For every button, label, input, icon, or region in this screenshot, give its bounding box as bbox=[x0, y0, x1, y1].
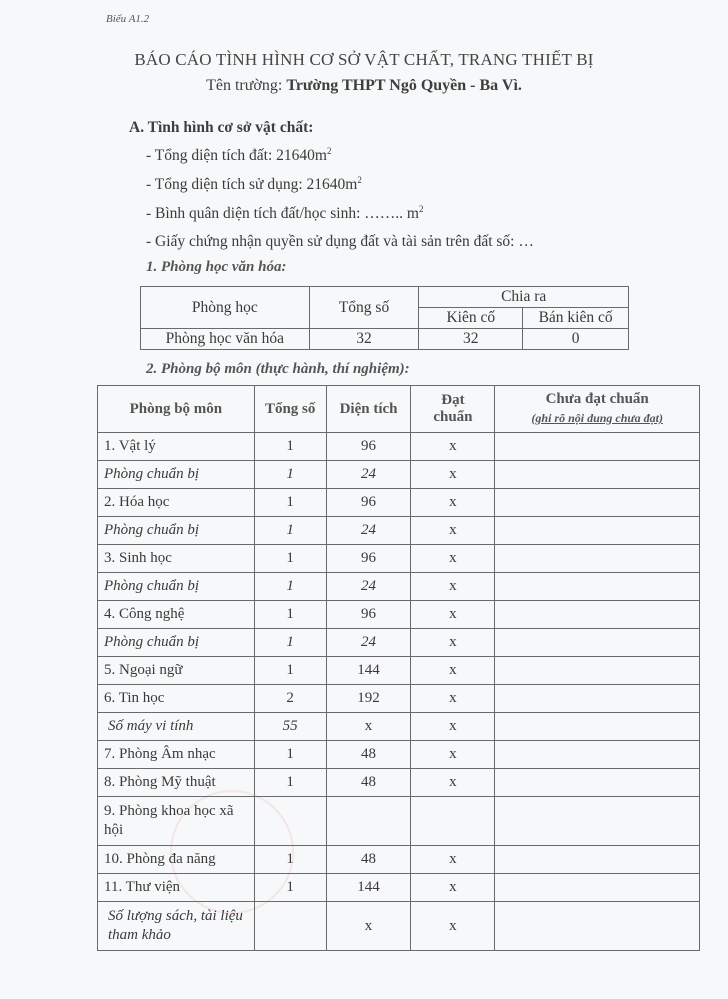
table-row: Số máy vi tính 55 x x bbox=[98, 713, 700, 741]
table-row: 10. Phòng đa năng 1 48 x bbox=[98, 846, 700, 874]
header-split: Chia ra bbox=[419, 287, 629, 308]
header-standard: Đạt chuẩn bbox=[411, 386, 495, 433]
table-row: 5. Ngoại ngữ 1 144 x bbox=[98, 657, 700, 685]
header-solid: Kiên cố bbox=[419, 308, 523, 329]
header-nonstandard: Chưa đạt chuẩn (ghi rõ nội dung chưa đạt) bbox=[495, 386, 700, 433]
section-a-heading: A. Tình hình cơ sở vật chất: bbox=[129, 119, 314, 136]
table-row: Phòng học văn hóa 32 32 0 bbox=[141, 329, 629, 350]
header-area: Diện tích bbox=[326, 386, 411, 433]
average-area-per-student: - Bình quân diện tích đất/học sinh: …….. $m^2$ bbox=[146, 204, 424, 223]
table-row: 2. Hóa học 1 96 x bbox=[98, 489, 700, 517]
header-total: Tổng số bbox=[254, 386, 326, 433]
table1-heading: 1. Phòng học văn hóa: bbox=[146, 259, 287, 275]
table-row: Phòng chuẩn bị 1 24 x bbox=[98, 573, 700, 601]
form-code: Biểu A1.2 bbox=[106, 13, 150, 25]
table-row: 6. Tin học 2 192 x bbox=[98, 685, 700, 713]
table-row: Phòng chuẩn bị 1 24 x bbox=[98, 517, 700, 545]
header-room: Phòng bộ môn bbox=[98, 386, 255, 433]
header-total: Tổng số bbox=[309, 287, 419, 329]
table-row: Phòng chuẩn bị 1 24 x bbox=[98, 629, 700, 657]
subject-rooms-table bbox=[97, 385, 700, 951]
school-line bbox=[0, 77, 728, 95]
school-name: Trường THPT Ngô Quyền - Ba Vì. bbox=[286, 77, 522, 94]
table-row: Phòng chuẩn bị 1 24 x bbox=[98, 461, 700, 489]
table-row: 1. Vật lý 1 96 x bbox=[98, 433, 700, 461]
table2-heading: 2. Phòng bộ môn (thực hành, thí nghiệm): bbox=[146, 361, 410, 377]
table-row: 7. Phòng Âm nhạc 1 48 x bbox=[98, 741, 700, 769]
table-row: 11. Thư viện 1 144 x bbox=[98, 874, 700, 902]
total-land-area: - Tổng diện tích đất: $21640m^2$ bbox=[146, 146, 332, 165]
table-row: 4. Công nghệ 1 96 x bbox=[98, 601, 700, 629]
school-label: Tên trường: bbox=[206, 77, 283, 94]
report-title: BÁO CÁO TÌNH HÌNH CƠ SỞ VẬT CHẤT, TRANG THIẾT BỊ bbox=[134, 50, 594, 69]
table-row: 9. Phòng khoa học xã hội bbox=[98, 797, 700, 846]
total-used-area: - Tổng diện tích sử dụng: $21640m^2$ bbox=[146, 175, 362, 194]
classroom-table bbox=[140, 286, 629, 350]
header-semi: Bán kiên cố bbox=[523, 308, 629, 329]
table-row: Số lượng sách, tài liệu tham khảo x x bbox=[98, 902, 700, 951]
land-certificate: - Giấy chứng nhận quyền sử dụng đất và tài sản trên đất số: … bbox=[146, 233, 534, 250]
table-row: 3. Sinh học 1 96 x bbox=[98, 545, 700, 573]
header-room: Phòng học bbox=[141, 287, 310, 329]
table-row: 8. Phòng Mỹ thuật 1 48 x bbox=[98, 769, 700, 797]
